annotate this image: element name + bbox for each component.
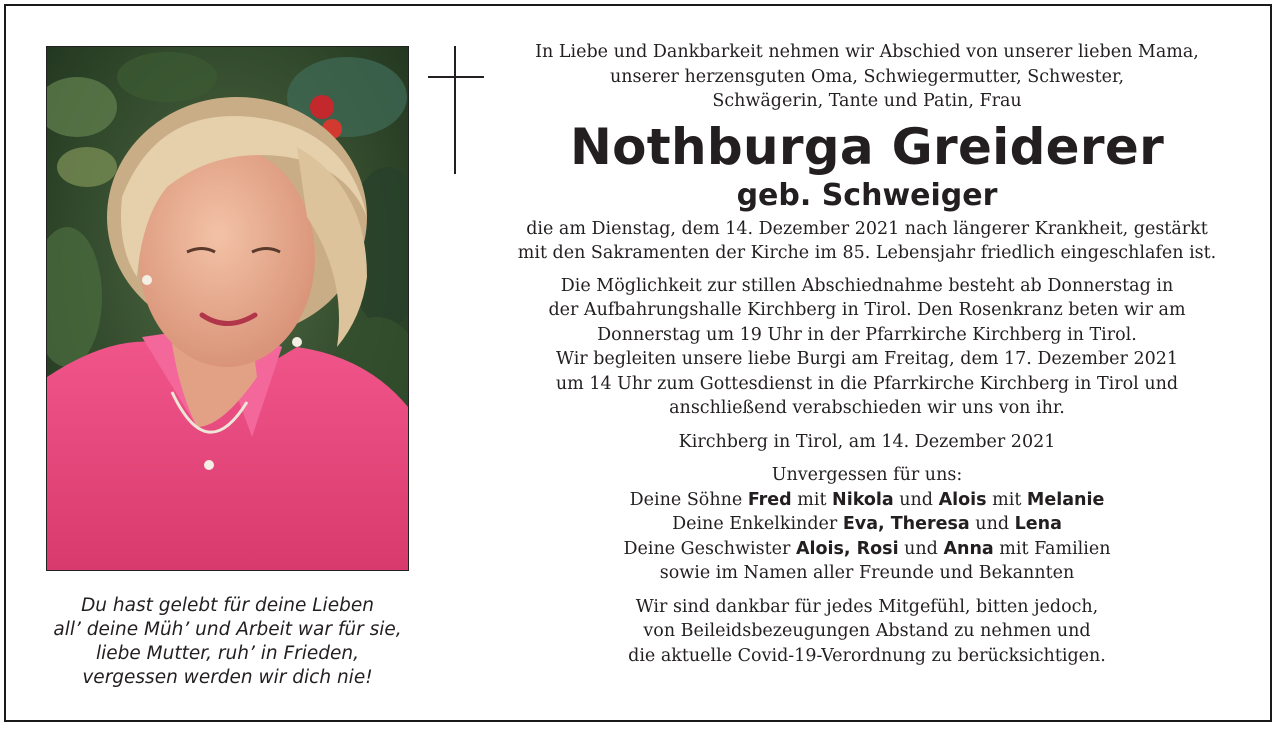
closing-line: Wir sind dankbar für jedes Mitgefühl, bitten jedoch,: [635, 596, 1099, 617]
intro-line: Schwägerin, Tante und Patin, Frau: [712, 91, 1022, 111]
family-line-siblings: Deine Geschwister Alois, Rosi und Anna mit Familien: [623, 538, 1111, 559]
intro: [497, 40, 1237, 114]
funeral-info: [497, 274, 1237, 421]
cross-icon: [428, 46, 484, 174]
funeral-info-line: der Aufbahrungshalle Kirchberg in Tirol. Den Rosenkranz beten wir am: [548, 300, 1186, 320]
intro-line: unserer herzensguten Oma, Schwiegermutter, Schwester,: [609, 66, 1125, 87]
deceased-name: Nothburga Greiderer: [569, 117, 1165, 176]
family-line-friends: sowie im Namen aller Freunde und Bekannten: [659, 563, 1075, 583]
poem-line: liebe Mutter, ruh’ in Frieden,: [96, 643, 359, 664]
death-notice-line: die am Dienstag, dem 14. Dezember 2021 nach längerer Krankheit, gestärkt: [526, 218, 1208, 239]
poem-line: all’ deine Müh’ und Arbeit war für sie,: [53, 619, 402, 640]
notice-text: [497, 40, 1237, 668]
family-line-sons: Deine Söhne Fred mit Nikola und Alois mit Melanie: [629, 489, 1105, 510]
death-notice-line: mit den Sakramenten der Kirche im 85. Lebensjahr friedlich eingeschlafen ist.: [517, 243, 1217, 263]
death-notice: [497, 217, 1237, 266]
closing-line: die aktuelle Covid-19-Verordnung zu berücksichtigen.: [628, 645, 1106, 666]
place-date: Kirchberg in Tirol, am 14. Dezember 2021: [678, 431, 1056, 452]
closing: [497, 595, 1237, 669]
portrait-photo: [46, 46, 409, 571]
funeral-info-line: Donnerstag um 19 Uhr in der Pfarrkirche Kirchberg in Tirol.: [597, 324, 1137, 345]
maiden-name: geb. Schweiger: [736, 177, 998, 213]
poem-line: Du hast gelebt für deine Lieben: [81, 595, 374, 616]
family-line-grandchildren: Deine Enkelkinder Eva, Theresa und Lena: [672, 514, 1062, 534]
funeral-info-line: um 14 Uhr zum Gottesdienst in die Pfarrkirche Kirchberg in Tirol und: [555, 373, 1179, 394]
intro-line: In Liebe und Dankbarkeit nehmen wir Abschied von unserer lieben Mama,: [535, 42, 1199, 62]
poem-line: vergessen werden wir dich nie!: [82, 667, 373, 688]
funeral-info-line: anschließend verabschieden wir uns von ihr.: [669, 398, 1065, 418]
funeral-info-line: Wir begleiten unsere liebe Burgi am Freitag, dem 17. Dezember 2021: [556, 349, 1178, 369]
poem: [30, 594, 425, 690]
family-list: [497, 463, 1237, 586]
funeral-info-line: Die Möglichkeit zur stillen Abschiednahme besteht ab Donnerstag in: [560, 275, 1174, 296]
closing-line: von Beileidsbezeugungen Abstand zu nehmen und: [643, 621, 1091, 641]
family-heading: Unvergessen für uns:: [771, 465, 963, 485]
